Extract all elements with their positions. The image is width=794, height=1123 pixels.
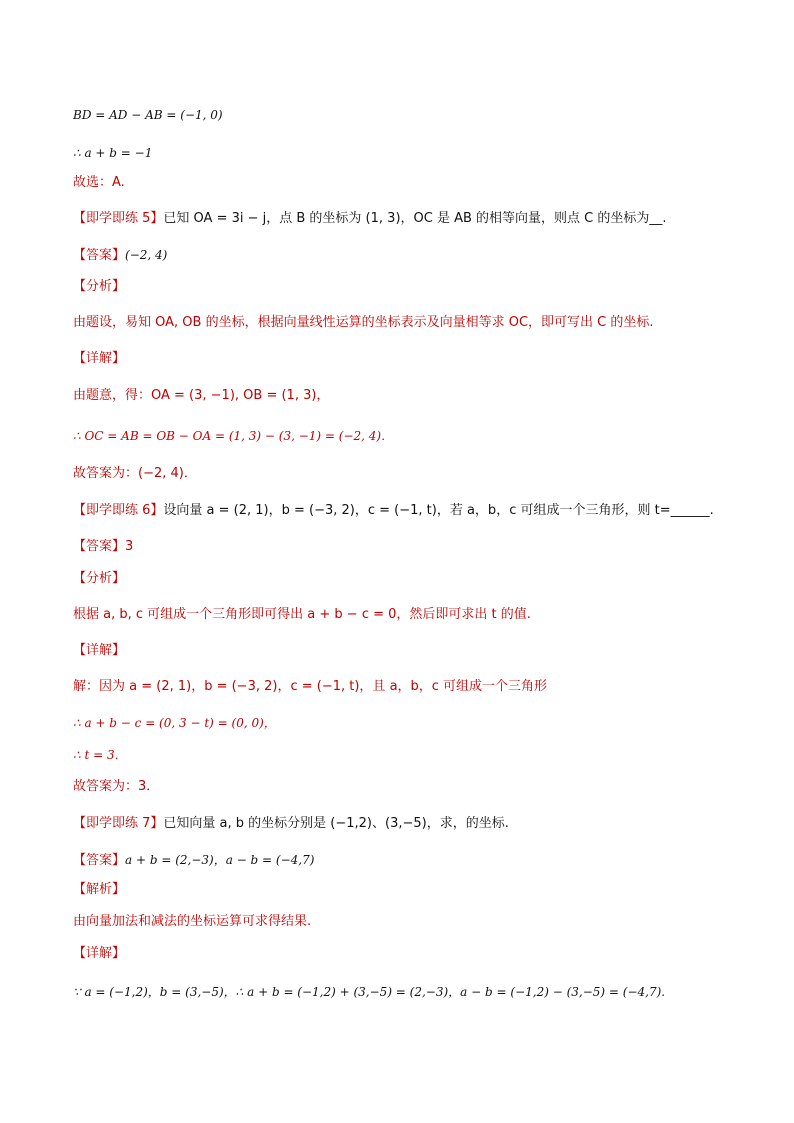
answer-line [73,851,314,870]
exercise-7 [73,815,509,833]
section-heading: 【详解】 [73,351,126,366]
exercise-tag: 【即学即练 7】 [73,816,164,831]
answer-tag: 【答案】 [73,853,126,868]
body-line: 根据 a, b, c 可组成一个三角形即可得出 a + b − c = 0，然后即可求出 t 的值. [73,607,531,622]
section-heading: 【分析】 [73,571,126,586]
body-line: 由向量加法和减法的坐标运算可求得结果. [73,914,312,929]
formula-line: ∴ a + b = −1 [73,146,153,160]
exercise-text: 已知向量 a, b 的坐标分别是 (−1,2)、(3,−5)，求，的坐标. [163,816,509,831]
body-line: 由题意，得：OA = (3, −1), OB = (1, 3)， [73,388,330,403]
section-heading: 【解析】 [73,882,126,897]
answer-tag: 【答案】 [73,539,126,554]
body-line: 由题设，易知 OA, OB 的坐标，根据向量线性运算的坐标表示及向量相等求 OC，即可写出 C 的坐标. [73,315,654,330]
formula-line: ∴ t = 3． [73,748,127,762]
exercise-6 [73,502,714,520]
section-heading: 【详解】 [73,643,126,658]
answer-value: (−2, 4) [125,248,168,262]
formula-line: BD = AD − AB = (−1, 0) [73,108,223,122]
exercise-text: 已知 OA = 3i − j，点 B 的坐标为 (1, 3)，OC 是 AB 的相等向量，则点 C 的坐标为__. [163,211,667,226]
answer-line [73,538,133,556]
answer-tag: 【答案】 [73,248,126,263]
formula-line: ∴ OC = AB = OB − OA = (1, 3) − (3, −1) = (−2, 4)． [73,429,394,443]
answer-line [73,246,167,265]
formula-line: ∵ a = (−1,2)，b = (3,−5)，∴ a + b = (−1,2) + (3,−5) = (2,−3)，a − b = (−1,2) − (3,−5) = (−4,7). [73,985,666,999]
exercise-tag: 【即学即练 5】 [73,211,164,226]
exercise-tag: 【即学即练 6】 [73,503,164,518]
answer-value: 3 [125,539,134,554]
exercise-text: 设向量 a = (2, 1)，b = (−3, 2)，c = (−1, t)，若 a，b，c 可组成一个三角形，则 t=______. [163,503,714,518]
answer-value: a + b = (2,−3)，a − b = (−4,7) [125,853,315,867]
body-line: 解：因为 a = (2, 1)，b = (−3, 2)，c = (−1, t)，且 a，b，c 可组成一个三角形 [73,679,548,694]
body-line: 故答案为：(−2, 4)． [73,466,197,481]
choice-line: 故选：A. [73,175,125,190]
body-line: 故答案为：3． [73,779,160,794]
section-heading: 【详解】 [73,946,126,961]
section-heading: 【分析】 [73,279,126,294]
exercise-5 [73,210,667,228]
formula-line: ∴ a + b − c = (0, 3 − t) = (0, 0)， [73,716,276,730]
